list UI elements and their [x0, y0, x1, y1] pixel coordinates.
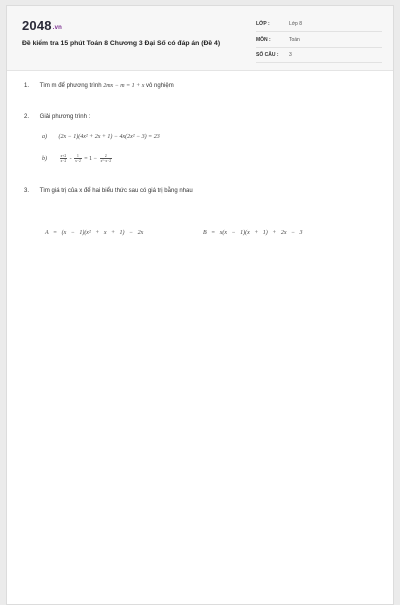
expression-a: A = (x − 1)(x² + x + 1) − 2x [45, 230, 144, 236]
document-sheet [6, 5, 394, 605]
question-1-math: 2mx − m = 1 + x [103, 83, 145, 89]
site-logo[interactable]: 2048.vn [22, 18, 63, 33]
question-2a: a) (2x − 1)(4x² + 2x + 1) − 4x(2x² − 3) = 23 [42, 134, 160, 140]
fraction: $\frac{x+2}{x-2}$ [60, 154, 67, 163]
question-3: 3. Tìm giá trị của x để hai biểu thức sau có giá trị bằng nhau [24, 188, 193, 194]
meta-subject: MÔN : Toán [256, 35, 382, 48]
fraction: $\frac{2}{\text{x²−x−2}}$ [100, 154, 112, 163]
document-header [7, 6, 393, 71]
expression-b: B = x(x − 1)(x + 1) + 2x − 3 [203, 230, 303, 236]
question-1: 1. Tìm m để phương trình 2mx − m = 1 + x vô nghiệm [24, 83, 174, 89]
meta-class: LỚP : Lớp 8 [256, 19, 382, 32]
question-2: 2. Giải phương trình : [24, 114, 91, 120]
meta-question-count: SỐ CÂU : 3 [256, 50, 382, 63]
document-title: Đề kiểm tra 15 phút Toán 8 Chương 3 Đại Số có đáp án (Đề 4) [22, 40, 221, 47]
question-2b: b) $\frac{x+2}{x-2}$ - $\frac{1}{x-2}$ = 1 − $\frac{2}{\text{x²−x−2}}$ [42, 154, 112, 163]
fraction: $\frac{1}{x-2}$ [75, 154, 81, 163]
